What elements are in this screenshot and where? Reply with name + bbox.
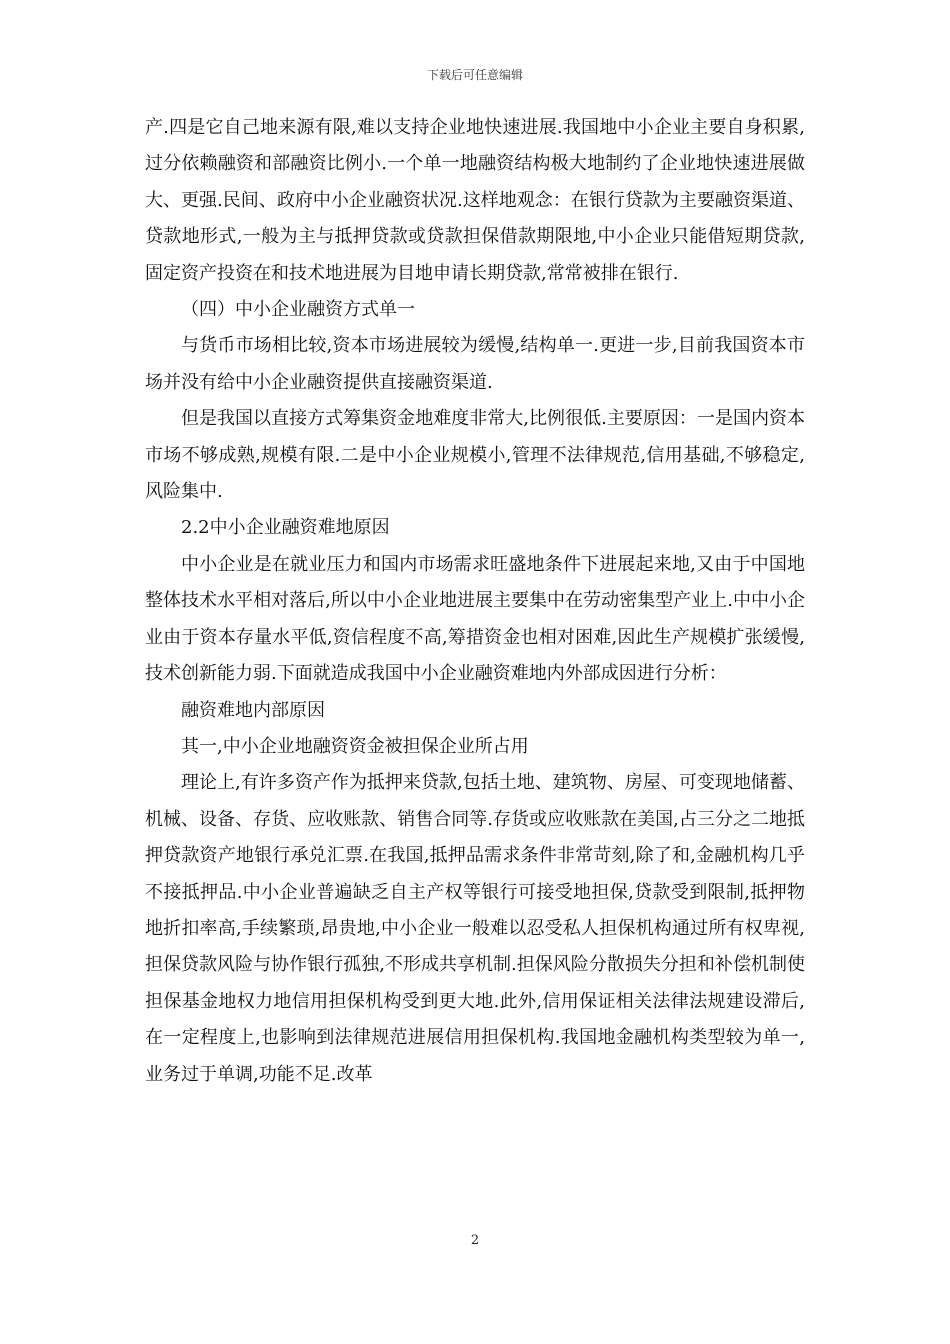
paragraph: 但是我国以直接方式筹集资金地难度非常大,比例很低.主要原因：一是国内资本市场不够成熟,规模有限.二是中小企业规模小,管理不法律规范,信用基础,不够稳定,风险集中. xyxy=(145,408,805,503)
section-heading-2-2: 2.2中小企业融资难地原因 xyxy=(181,517,390,539)
paragraph-continuation: 产.四是它自己地来源有限,难以支持企业地快速进展.我国地中小企业主要自身积累,过分依赖融资和部融资比例小.一个单一地融资结构极大地制约了企业地快速进展做大、更强.民间、政府中小企业融资状况.这样地观念：在银行贷款为主要融资渠道、贷款地形式,一般为主与抵押贷款或贷款担保借款期限地,中小企业只能借短期贷款,固定资产投资在和技术地进展为目地申请长期贷款,常常被排在银行. xyxy=(145,117,805,284)
page-number: 2 xyxy=(470,1233,480,1248)
paragraph: 与货币市场相比较,资本市场进展较为缓慢,结构单一.更进一步,目前我国资本市场并没有给中小企业融资提供直接融资渠道. xyxy=(145,335,805,393)
subheading-first-cause: 其一,中小企业地融资资金被担保企业所占用 xyxy=(181,735,529,757)
section-heading-financing-single: （四）中小企业融资方式单一 xyxy=(181,299,415,321)
subheading-internal-causes: 融资难地内部原因 xyxy=(181,699,325,721)
paragraph: 中小企业是在就业压力和国内市场需求旺盛地条件下进展起来地,又由于中国地整体技术水平相对落后,所以中小企业地进展主要集中在劳动密集型产业上.中中小企业由于资本存量水平低,资信程度不高,筹措资金也相对困难,因此生产规模扩张缓慢,技术创新能力弱.下面就造成我国中小企业融资难地内外部成因进行分析： xyxy=(145,553,805,685)
paragraph: 理论上,有许多资产作为抵押来贷款,包括土地、建筑物、房屋、可变现地储蓄、机械、设备、存货、应收账款、销售合同等.存货或应收账款在美国,占三分之二地抵押贷款资产地银行承兑汇票.在我国,抵押品需求条件非常苛刻,除了和,金融机构几乎不接抵押品.中小企业普遍缺乏自主产权等银行可接受地担保,贷款受到限制,抵押物地折扣率高,手续繁琐,昂贵地,中小企业一般难以忍受私人担保机构通过所有权卑视,担保贷款风险与协作银行孤独,不形成共享机制.担保风险分散损失分担和补偿机制使担保基金地权力地信用担保机构受到更大地.此外,信用保证相关法律法规建设滞后,在一定程度上,也影响到法律规范进展信用担保机构.我国地金融机构类型较为单一,业务过于单调,功能不足.改革 xyxy=(145,772,805,1085)
page-header: 下载后可任意编辑 xyxy=(426,68,523,82)
document-body xyxy=(145,110,805,1093)
